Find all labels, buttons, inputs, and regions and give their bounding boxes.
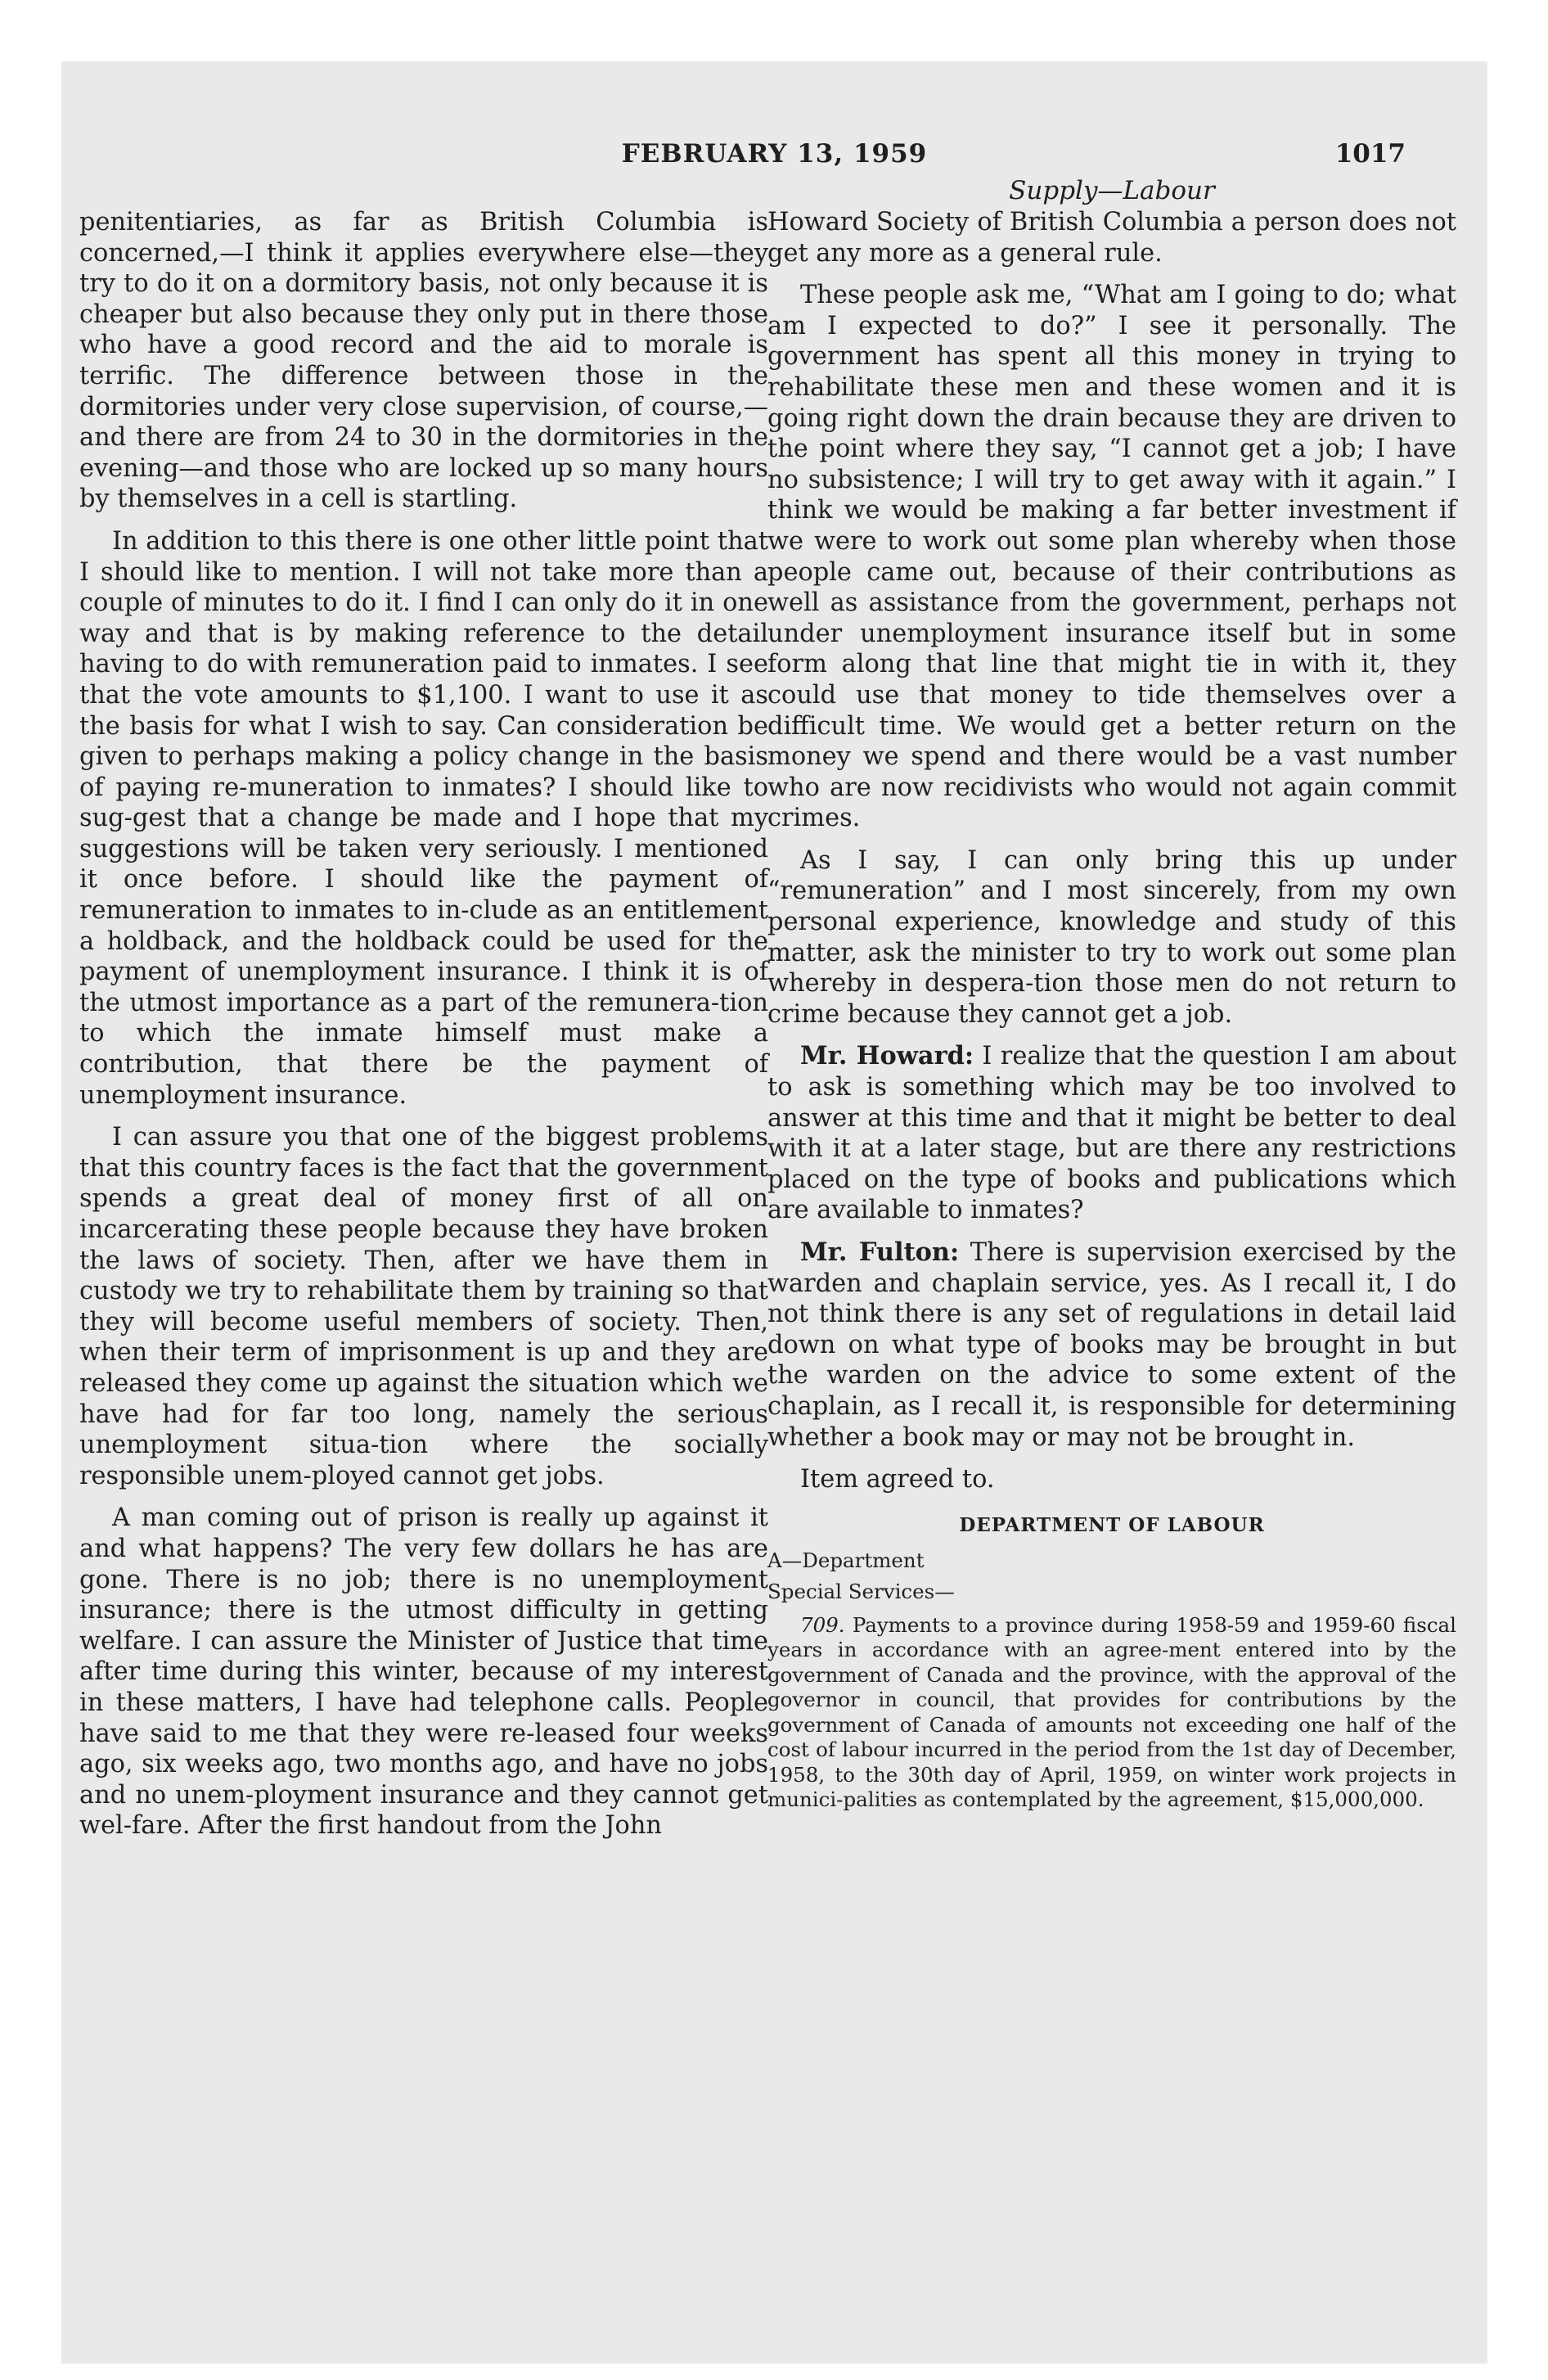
vote-item <box>767 1613 1456 1813</box>
page-number: 1017 <box>1334 139 1406 169</box>
page-date: FEBRUARY 13, 1959 <box>621 139 928 169</box>
department-heading: DEPARTMENT OF LABOUR <box>959 1513 1265 1536</box>
paragraph: A man coming out of prison is really up against it and what happens? The very few dollars he has are gone. There is no job; there is no unemployment insurance; there is the utmost difficulty in getting welfare. I can assure the Minister of Justice that time after time during this winter, because of my interest in these matters, I have had telephone calls. People have said to me that they were re-leased four weeks ago, six weeks ago, two months ago, and have no jobs and no unem-ployment insurance and they cannot get wel-fare. After the first handout from the John <box>79 1503 768 1841</box>
speaker-name: Mr. Howard: <box>800 1041 974 1071</box>
subheading-department: A—Department <box>767 1548 925 1572</box>
speaker-name: Mr. Fulton: <box>800 1237 960 1267</box>
running-head: Supply—Labour <box>1009 176 1215 205</box>
left-column <box>79 207 768 1841</box>
paragraph: These people ask me, “What am I going to do; what am I expected to do?” I see it personally. The government has spent all this money in trying to rehabilitate these men and these women and it is going right down the drain because they are driven to the point where they say, “I cannot get a job; I have no subsistence; I will try to get away with it again.” I think we would be making a far better investment if we were to work out some plan whereby when those people came out, because of their contributions as well as assistance from the government, perhaps not under unemployment insurance itself but in some form along that line that might tie in with it, they could use that money to tide themselves over a difficult time. We would get a better return on the money we spend and there would be a vast number who are now recidivists who would not again commit crimes. <box>767 281 1456 833</box>
speech-fulton <box>767 1237 1456 1453</box>
speech-text: I realize that the question I am about to ask is something which may be too involved to answer at this time and that it might be better to deal with it at a later stage, but are there any restrictions placed on the type of books and publications which are available to inmates? <box>767 1042 1457 1225</box>
vote-text: Payments to a province during 1958-59 and 1959-60 fiscal years in accordance with an agree-ment entered into by the government of Canada and the province, with the approval of the governor in council, that provides for contributions by the government of Canada of amounts not exceeding one half of the cost of labour incurred in the period from the 1st day of December, 1958, to the 30th day of April, 1959, on winter work projects in munici-palities as contemplated by the agreement, $15,000,000. <box>767 1612 1456 1812</box>
subheading-special-services: Special Services— <box>767 1579 955 1603</box>
paragraph: I can assure you that one of the biggest problems that this country faces is the fact that the government spends a great deal of money first of all on incarcerating these people because they have broken the laws of society. Then, after we have them in custody we try to rehabilitate them by training so that they will become useful members of society. Then, when their term of imprisonment is up and they are released they come up against the situation which we have had for far too long, namely the serious unemployment situa-tion where the socially responsible unem-ployed cannot get jobs. <box>79 1123 768 1490</box>
page-header <box>61 139 1487 180</box>
right-column <box>767 207 1456 1813</box>
paragraph: Howard Society of British Columbia a person does not get any more as a general rule. <box>767 208 1456 268</box>
speech-text: There is supervision exercised by the warden and chaplain service, yes. As I recall it, I do not think there is any set of regulations in detail laid down on what type of books may be brought in but the warden on the advice to some extent of the chaplain, as I recall it, is responsible for determining whether a book may or may not be brought in. <box>767 1238 1457 1452</box>
vote-number: 709. <box>800 1612 845 1637</box>
paragraph: penitentiaries, as far as British Columbia is concerned,—I think it applies everywhere else—they try to do it on a dormitory basis, not only because it is cheaper but also because they only put in there those who have a good record and the aid to morale is terrific. The difference between those in the dormitories under very close supervision, of course,—and there are from 24 to 30 in the dormitories in the evening—and those who are locked up so many hours by themselves in a cell is startling. <box>79 208 768 514</box>
item-agreed: Item agreed to. <box>800 1465 995 1494</box>
speech-howard <box>767 1041 1456 1226</box>
paragraph: As I say, I can only bring this up under “remuneration” and I most sincerely, from my own personal experience, knowledge and study of this matter, ask the minister to try to work out some plan whereby in despera-tion those men do not return to crime because they cannot get a job. <box>767 845 1456 1029</box>
paragraph: In addition to this there is one other little point that I should like to mention. I will not take more than a couple of minutes to do it. I find I can only do it in one way and that is by making reference to the detail having to do with remuneration paid to inmates. I see that the vote amounts to $1,100. I want to use it as the basis for what I wish to say. Can consideration be given to perhaps making a policy change in the basis of paying re-muneration to inmates? I should like to sug-gest that a change be made and I hope that my suggestions will be taken very seriously. I mentioned it once before. I should like the payment of remuneration to inmates to in-clude as an entitlement a holdback, and the holdback could be used for the payment of unemployment insurance. I think it is of the utmost importance as a part of the remunera-tion to which the inmate himself must make a contribution, that there be the payment of unemployment insurance. <box>79 526 768 1110</box>
